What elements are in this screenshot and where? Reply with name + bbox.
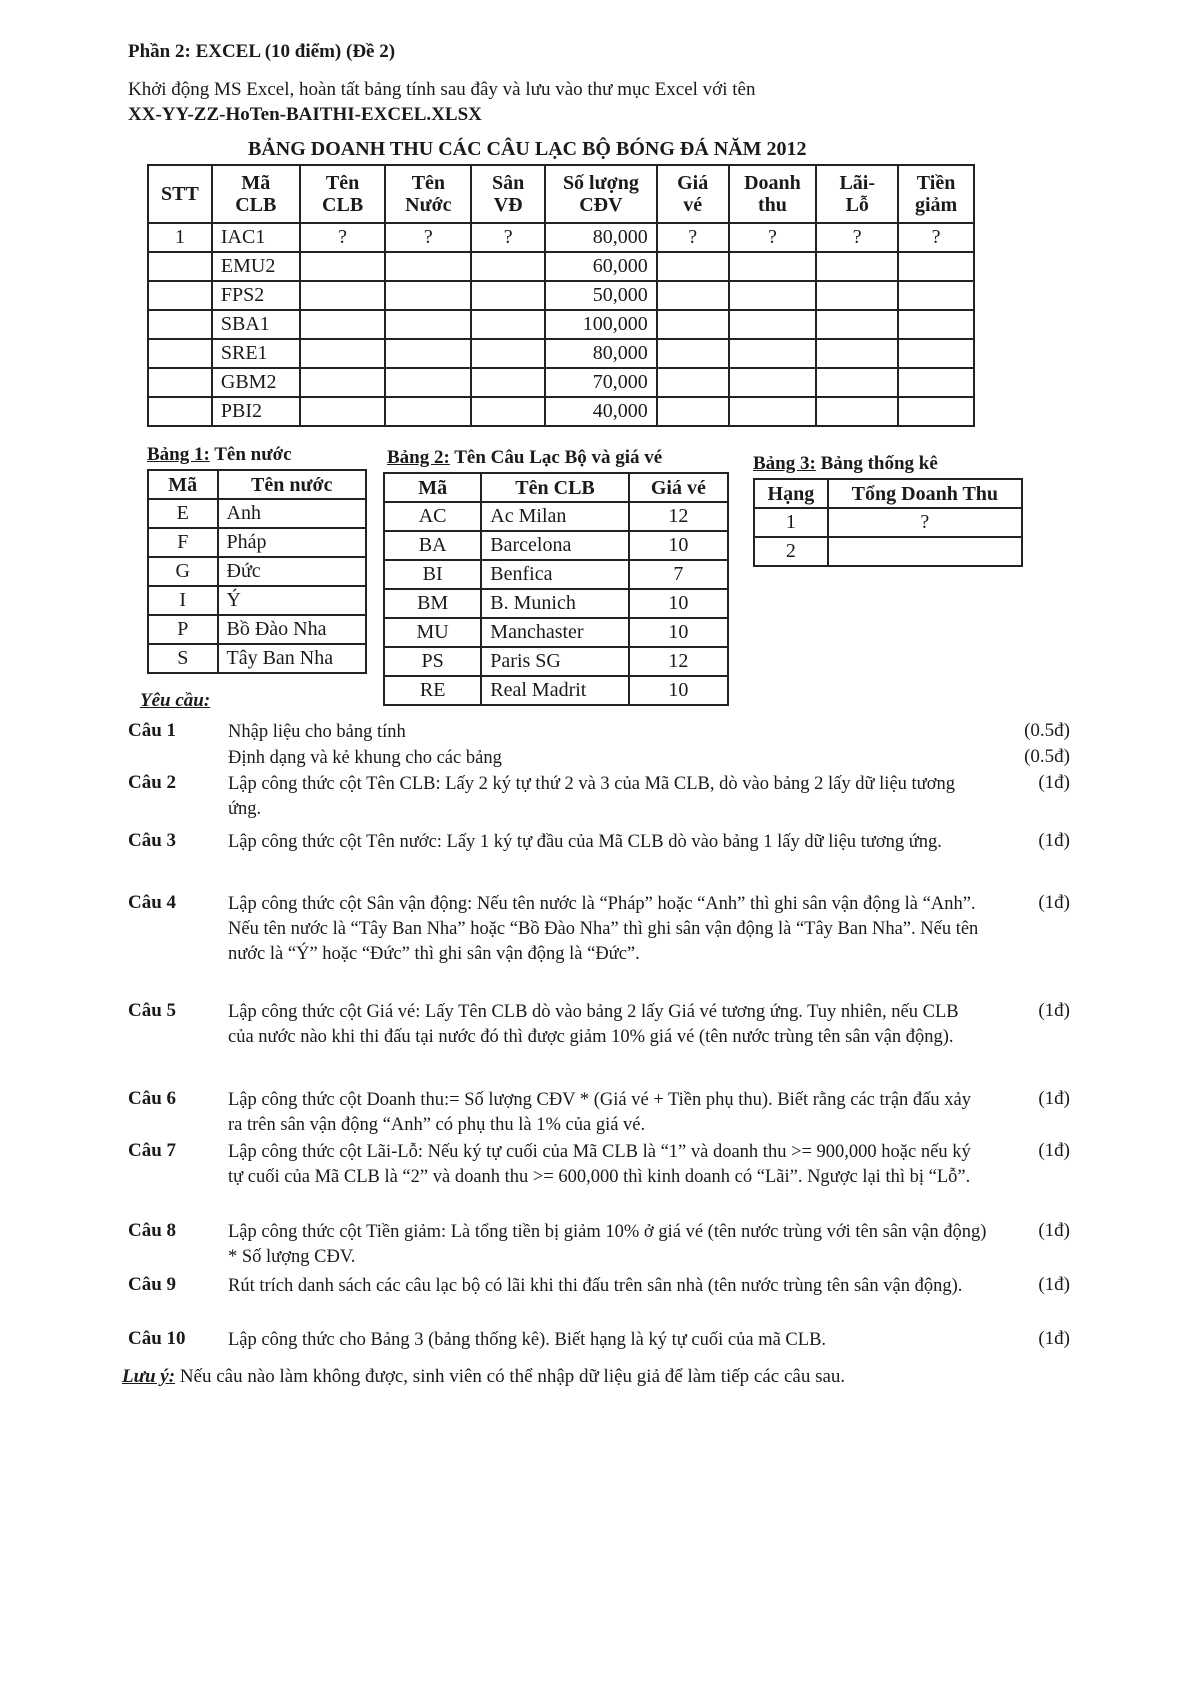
column-header-line1: STT [161, 183, 199, 205]
column-header [212, 165, 300, 223]
table-cell [385, 339, 471, 368]
question-points: (1đ) [1038, 1220, 1070, 1241]
column-header-line1: Mã [241, 172, 271, 194]
table-cell [385, 310, 471, 339]
question-text: Lập công thức cột Tiền giảm: Là tổng tiền bị giảm 10% ở giá vé (tên nước trùng với tên sân vận động) * Số lượng CĐV. [228, 1222, 987, 1267]
question-points: (1đ) [1038, 1140, 1070, 1161]
question-points: (1đ) [1038, 892, 1070, 913]
table-cell: I [148, 586, 218, 615]
column-header-line2: giảm [914, 194, 958, 216]
instruction-text: Khởi động MS Excel, hoàn tất bảng tính sau đây và lưu vào thư mục Excel với tên [128, 79, 756, 100]
table-cell: 60,000 [545, 252, 657, 281]
table-cell: SRE1 [212, 339, 300, 368]
question-number: Câu 7 [128, 1140, 177, 1161]
note-text: Nếu câu nào làm không được, sinh viên có thể nhập dữ liệu giả để làm tiếp các câu sau. [179, 1366, 846, 1387]
column-header-line1: Lãi- [839, 172, 876, 194]
table-cell [148, 339, 212, 368]
table-row [384, 676, 728, 705]
table-cell [898, 310, 974, 339]
question-number: Câu 4 [128, 892, 177, 913]
table-cell [729, 252, 817, 281]
table-cell [385, 252, 471, 281]
table-row [384, 589, 728, 618]
table-cell [300, 397, 386, 426]
table-row [148, 252, 974, 281]
table-cell: FPS2 [212, 281, 300, 310]
table-cell: 10 [629, 589, 728, 618]
table-cell: Ý [218, 586, 367, 615]
table-row [148, 223, 974, 252]
table-cell [471, 397, 545, 426]
table-cell: Anh [218, 499, 367, 528]
main-table-caption: BẢNG DOANH THU CÁC CÂU LẠC BỘ BÓNG ĐÁ NĂM 2012 [248, 138, 807, 160]
table-cell [148, 368, 212, 397]
table-cell [729, 368, 817, 397]
table-cell: 80,000 [545, 223, 657, 252]
table-cell: Đức [218, 557, 367, 586]
question-points: (1đ) [1038, 1088, 1070, 1109]
country-table [147, 469, 367, 674]
question-text: Định dạng và kẻ khung cho các bảng [228, 748, 502, 768]
table-cell [729, 310, 817, 339]
column-header [657, 165, 729, 223]
table-cell: Manchaster [481, 618, 628, 647]
question-number: Câu 9 [128, 1274, 177, 1295]
table-cell [657, 310, 729, 339]
table-cell [657, 339, 729, 368]
table-cell: 1 [754, 508, 828, 537]
table-cell: P [148, 615, 218, 644]
table-cell [300, 281, 386, 310]
table-cell: 50,000 [545, 281, 657, 310]
table2-title: Tên Câu Lạc Bộ và giá vé [454, 447, 663, 468]
table-row [148, 644, 366, 673]
table-cell [816, 281, 898, 310]
table-cell: 10 [629, 618, 728, 647]
table-row [148, 310, 974, 339]
table-cell: E [148, 499, 218, 528]
table-cell [729, 397, 817, 426]
table-row [148, 339, 974, 368]
table-cell [385, 368, 471, 397]
table-row [384, 560, 728, 589]
table-cell: Paris SG [481, 647, 628, 676]
table-row [384, 647, 728, 676]
column-header-line2: Lỗ [845, 194, 869, 216]
table-cell: BM [384, 589, 481, 618]
table-row [754, 537, 1022, 566]
table-row [148, 368, 974, 397]
filename-text: XX-YY-ZZ-HoTen-BAITHI-EXCEL.XLSX [128, 104, 482, 125]
table-cell [898, 281, 974, 310]
table-cell [898, 397, 974, 426]
column-header-line2: VĐ [493, 194, 523, 216]
column-header-line1: Doanh [744, 172, 801, 194]
table-cell: ? [898, 223, 974, 252]
question-text: Lập công thức cột Tên nước: Lấy 1 ký tự đầu của Mã CLB dò vào bảng 1 lấy dữ liệu tương ứng. [228, 832, 942, 852]
table-cell [657, 281, 729, 310]
table-cell: GBM2 [212, 368, 300, 397]
table3-label: Bảng 3: [753, 453, 816, 474]
table-cell [471, 281, 545, 310]
column-header-line2: CĐV [579, 194, 623, 216]
question-number: Câu 3 [128, 830, 177, 851]
table-cell [471, 310, 545, 339]
table2-caption [387, 447, 662, 469]
table-cell: Ac Milan [481, 502, 628, 531]
table-cell: ? [657, 223, 729, 252]
revenue-table [147, 164, 975, 427]
table-cell: Pháp [218, 528, 367, 557]
table-cell [300, 252, 386, 281]
table-cell [816, 397, 898, 426]
question-text: Lập công thức cột Lãi-Lỗ: Nếu ký tự cuối của Mã CLB là “1” và doanh thu >= 900,000 hoặc nếu ký tự cuối của Mã CLB là “2” và doanh thu >= 600,000 thì kinh doanh có “Lãi”. Ngược lại thì bị “Lỗ”. [228, 1142, 971, 1187]
column-header-line1: Tên [325, 172, 360, 194]
table-cell [816, 368, 898, 397]
note-label: Lưu ý: [122, 1366, 176, 1387]
table-cell [148, 310, 212, 339]
table-cell [729, 339, 817, 368]
table-cell: 7 [629, 560, 728, 589]
column-header-line2: thu [758, 194, 787, 216]
table1-caption [147, 444, 292, 466]
table-cell [898, 368, 974, 397]
table-row [148, 615, 366, 644]
table-cell [148, 252, 212, 281]
club-table [383, 472, 729, 706]
table-cell: Real Madrit [481, 676, 628, 705]
column-header: Hạng [754, 479, 828, 508]
question-text: Nhập liệu cho bảng tính [228, 722, 406, 742]
table-cell [300, 310, 386, 339]
column-header: Tổng Doanh Thu [828, 479, 1022, 508]
table-cell [816, 252, 898, 281]
table-cell [148, 397, 212, 426]
column-header-line2: CLB [235, 194, 277, 216]
table-cell: 10 [629, 531, 728, 560]
table-cell: ? [816, 223, 898, 252]
table-cell [898, 252, 974, 281]
column-header-line1: Số lượng [562, 172, 639, 194]
table-cell: 80,000 [545, 339, 657, 368]
table-cell: 12 [629, 647, 728, 676]
table-cell [385, 397, 471, 426]
table-cell [828, 537, 1022, 566]
column-header-line2: Nước [405, 194, 452, 216]
table-cell: S [148, 644, 218, 673]
question-points: (1đ) [1038, 772, 1070, 793]
table-cell: Benfica [481, 560, 628, 589]
question-number: Câu 8 [128, 1220, 177, 1241]
table-row [148, 586, 366, 615]
table-row [384, 502, 728, 531]
column-header: Tên CLB [481, 473, 628, 502]
column-header [898, 165, 974, 223]
question-points: (1đ) [1038, 1000, 1070, 1021]
table-cell: 2 [754, 537, 828, 566]
table-cell [729, 281, 817, 310]
table-cell [657, 397, 729, 426]
question-text: Rút trích danh sách các câu lạc bộ có lãi khi thi đấu trên sân nhà (tên nước trùng tên sân vận động). [228, 1276, 963, 1296]
table-cell: ? [300, 223, 386, 252]
note [122, 1366, 845, 1388]
table-cell: BA [384, 531, 481, 560]
table-cell: MU [384, 618, 481, 647]
table-cell: ? [828, 508, 1022, 537]
table-cell: Barcelona [481, 531, 628, 560]
table-cell: 40,000 [545, 397, 657, 426]
table-cell [385, 281, 471, 310]
question-text: Lập công thức cột Doanh thu:= Số lượng CĐV * (Giá vé + Tiền phụ thu). Biết rằng các trận đấu xảy ra trên sân vận động “Anh” có phụ thu là 1% của giá vé. [228, 1090, 971, 1135]
column-header: Tên nước [218, 470, 367, 499]
table3-title: Bảng thống kê [820, 453, 938, 474]
table-cell: 1 [148, 223, 212, 252]
column-header [148, 165, 212, 223]
question-number: Câu 2 [128, 772, 177, 793]
table-cell: RE [384, 676, 481, 705]
table-cell: 100,000 [545, 310, 657, 339]
table-cell [816, 310, 898, 339]
requirements-label: Yêu cầu: [140, 690, 211, 711]
table-cell [898, 339, 974, 368]
table-cell [471, 339, 545, 368]
table-cell: G [148, 557, 218, 586]
column-header [729, 165, 817, 223]
table-cell: ? [471, 223, 545, 252]
table-row [148, 281, 974, 310]
question-number: Câu 6 [128, 1088, 177, 1109]
column-header: Giá vé [629, 473, 728, 502]
question-text: Lập công thức cột Sân vận động: Nếu tên nước là “Pháp” hoặc “Anh” thì ghi sân vận động là “Anh”. Nếu tên nước là “Tây Ban Nha” hoặc “Bồ Đào Nha” thì ghi sân vận động là “Tây Ban Nha”. Nếu tên nước là “Ý” hoặc “Đức” thì ghi sân vận động là “Đức”. [228, 894, 979, 964]
question-text: Lập công thức cho Bảng 3 (bảng thống kê). Biết hạng là ký tự cuối của mã CLB. [228, 1330, 827, 1350]
table-cell: IAC1 [212, 223, 300, 252]
table-cell [148, 281, 212, 310]
column-header [816, 165, 898, 223]
table-cell: F [148, 528, 218, 557]
table-row [148, 528, 366, 557]
column-header [471, 165, 545, 223]
table-row [148, 499, 366, 528]
table-cell: PBI2 [212, 397, 300, 426]
table-cell [657, 368, 729, 397]
question-points: (1đ) [1038, 1274, 1070, 1295]
table-cell: Bồ Đào Nha [218, 615, 367, 644]
table-cell: PS [384, 647, 481, 676]
table-cell: AC [384, 502, 481, 531]
table-row [384, 531, 728, 560]
table-cell [657, 252, 729, 281]
table-cell: BI [384, 560, 481, 589]
question-points: (1đ) [1038, 1328, 1070, 1349]
table-cell [471, 252, 545, 281]
table1-title: Tên nước [214, 444, 292, 465]
table-cell [300, 368, 386, 397]
column-header [300, 165, 386, 223]
table1-label: Bảng 1: [147, 444, 210, 465]
table-cell: SBA1 [212, 310, 300, 339]
column-header: Mã [384, 473, 481, 502]
column-header-line2: CLB [322, 194, 364, 216]
page-title: Phần 2: EXCEL (10 điểm) (Đề 2) [128, 41, 396, 62]
table-cell: EMU2 [212, 252, 300, 281]
column-header-line2: vé [683, 194, 703, 216]
column-header-line1: Tên [411, 172, 446, 194]
table-row [148, 557, 366, 586]
table-row [384, 618, 728, 647]
table-cell [300, 339, 386, 368]
table-cell [816, 339, 898, 368]
table-cell: Tây Ban Nha [218, 644, 367, 673]
column-header-line1: Giá [677, 172, 709, 194]
table-row [754, 508, 1022, 537]
question-points: (0.5đ) [1024, 720, 1070, 741]
question-number: Câu 5 [128, 1000, 177, 1021]
question-number: Câu 10 [128, 1328, 186, 1349]
stats-table [753, 478, 1023, 567]
question-text: Lập công thức cột Tên CLB: Lấy 2 ký tự thứ 2 và 3 của Mã CLB, dò vào bảng 2 lấy dữ liệu tương ứng. [228, 774, 955, 819]
table-cell: 70,000 [545, 368, 657, 397]
column-header-line1: Sân [492, 172, 525, 194]
column-header [545, 165, 657, 223]
table-cell [471, 368, 545, 397]
question-points: (0.5đ) [1024, 746, 1070, 767]
column-header-line1: Tiền [916, 172, 956, 194]
table3-caption [753, 453, 938, 475]
table-cell: ? [729, 223, 817, 252]
question-number: Câu 1 [128, 720, 177, 741]
table-cell: ? [385, 223, 471, 252]
table2-label: Bảng 2: [387, 447, 450, 468]
table-cell: 12 [629, 502, 728, 531]
table-row [148, 397, 974, 426]
question-text: Lập công thức cột Giá vé: Lấy Tên CLB dò vào bảng 2 lấy Giá vé tương ứng. Tuy nhiên, nếu CLB của nước nào khi thi đấu tại nước đó thì được giảm 10% giá vé (tên nước trùng tên sân vận động). [228, 1002, 959, 1047]
table-cell: 10 [629, 676, 728, 705]
column-header: Mã [148, 470, 218, 499]
column-header [385, 165, 471, 223]
table-cell: B. Munich [481, 589, 628, 618]
question-points: (1đ) [1038, 830, 1070, 851]
